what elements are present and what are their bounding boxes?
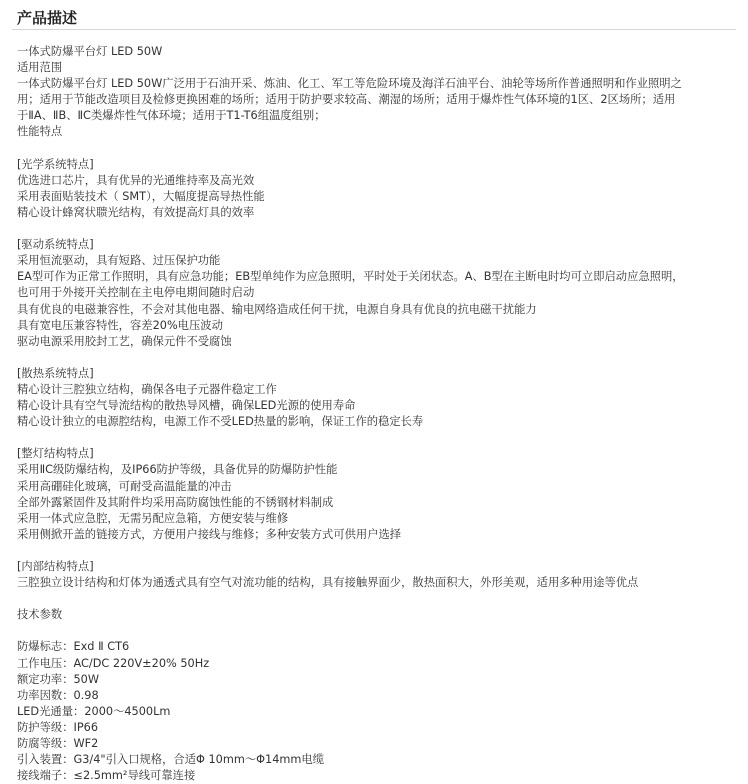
description-line: 一体式防爆平台灯 LED 50W	[17, 45, 163, 58]
description-line: 精心设计蜂窝状聩光结构，有效提高灯具的效率	[17, 205, 255, 219]
description-line: 采用一体式应急腔，无需另配应急箱，方便安装与维修	[17, 511, 289, 525]
description-line: 全部外露紧固件及其附件均采用高防腐蚀性能的不锈钢材料制成	[17, 495, 334, 509]
description-line: LED光通量：2000～4500Lm	[17, 704, 171, 718]
blank-line	[17, 543, 737, 559]
section-title: 产品描述	[17, 9, 78, 27]
description-line: 性能特点	[17, 125, 63, 139]
description-line: 具有宽电压兼容特性，容差20%电压波动	[17, 318, 223, 332]
description-line: 一体式防爆平台灯 LED 50W广泛用于石油开采、炼油、化工、军工等危险环境及海洋石油平台、油轮等场所作普通照明和作业照明之	[17, 77, 682, 91]
description-line: 接线端子：≤2.5mm²导线可靠连接	[17, 769, 196, 783]
description-line: [光学系统特点]	[17, 157, 94, 171]
description-line: [内部结构特点]	[17, 560, 94, 573]
description-line: 防爆标志：Exd Ⅱ CT6	[17, 640, 130, 654]
description-line: 引入装置：G3/4"引入口规格，合适Φ 10mm～Φ14mm电缆	[17, 753, 325, 767]
description-line: 也可用于外接开关控制在主电停电期间随时启动	[17, 286, 255, 300]
description-line: 采用侧掀开盖的链接方式，方便用户接线与维修；多种安装方式可供用户选择	[17, 527, 402, 541]
product-description-body	[17, 44, 737, 784]
blank-line	[17, 221, 737, 237]
description-line: 采用恒流驱动，具有短路、过压保护功能	[17, 254, 221, 268]
description-line: [整灯结构特点]	[17, 447, 94, 461]
description-line: 采用ⅡC级防爆结构，及IP66防护等级，具备优异的防爆防护性能	[17, 463, 338, 477]
blank-line	[17, 430, 737, 446]
description-line: 功率因数：0.98	[17, 688, 99, 702]
description-line: [散热系统特点]	[17, 366, 94, 380]
description-line: 精心设计具有空气导流结构的散热导风槽，确保LED光源的使用寿命	[17, 399, 356, 413]
description-line: 优选进口芯片，具有优异的光通维持率及高光效	[17, 173, 255, 187]
blank-line	[17, 141, 737, 157]
description-line: 三腔独立设计结构和灯体为通透式具有空气对流功能的结构，具有接触界面少，散热面积大，外形美观，适用多种用途等优点	[17, 576, 639, 590]
description-line: 驱动电源采用胶封工艺，确保元件不受腐蚀	[17, 334, 232, 348]
description-line: 适用范围	[17, 61, 63, 75]
description-line: 额定功率：50W	[17, 672, 100, 686]
description-line: 技术参数	[17, 608, 63, 622]
description-line: 用；适用于节能改造项目及检修更换困难的场所；适用于防护要求较高、潮湿的场所；适用于爆炸性气体环境的1区、2区场所；适用	[17, 93, 676, 107]
blank-line	[17, 623, 737, 639]
section-header	[0, 0, 748, 30]
description-line: 采用高硼硅化玻璃，可耐受高温能量的冲击	[17, 479, 232, 493]
blank-line	[17, 591, 737, 607]
blank-line	[17, 350, 737, 366]
description-line: 于ⅡA、ⅡB、ⅡC类爆炸性气体环境；适用于T1-T6组温度组别；	[17, 109, 326, 123]
description-line: 具有优良的电磁兼容性，不会对其他电器、输电网络造成任何干扰，电源自身具有优良的抗电磁干扰能力	[17, 302, 537, 316]
description-line: EA型可作为正常工作照明，具有应急功能；EB型单纯作为应急照明，平时处于关闭状态。A、B型在主断电时均可立即启动应急照明，	[17, 270, 684, 284]
description-line: 工作电压：AC/DC 220V±20% 50Hz	[17, 656, 210, 670]
description-line: 防护等级：IP66	[17, 720, 99, 734]
description-line: 精心设计独立的电源腔结构，电源工作不受LED热量的影响，保证工作的稳定长寿	[17, 415, 424, 429]
description-line: [驱动系统特点]	[17, 238, 94, 252]
description-line: 采用表面贴装技术（ SMT），大幅度提高导热性能	[17, 189, 265, 203]
description-line: 精心设计三腔独立结构，确保各电子元器件稳定工作	[17, 382, 277, 396]
title-divider	[12, 29, 736, 30]
description-line: 防腐等级：WF2	[17, 737, 99, 751]
